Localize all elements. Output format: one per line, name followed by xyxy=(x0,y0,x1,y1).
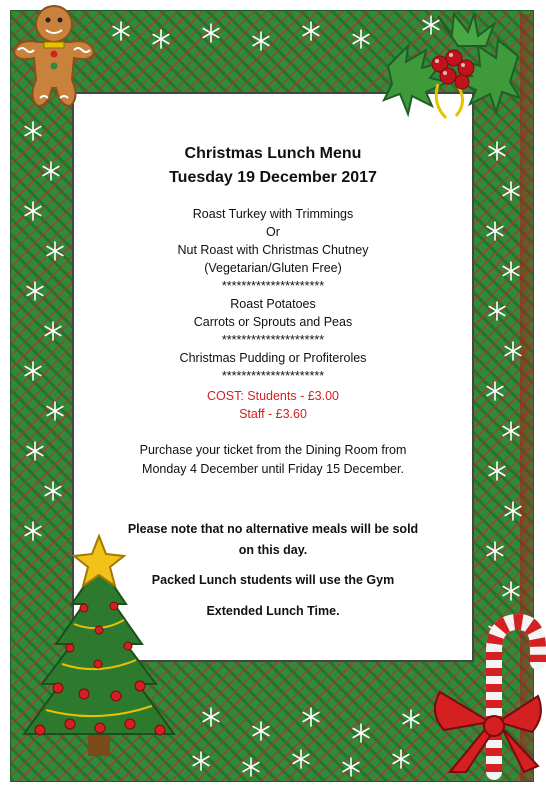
snowflake-icon xyxy=(484,540,506,562)
main-courses xyxy=(72,205,474,295)
snowflake-icon xyxy=(240,756,262,778)
snowflake-icon xyxy=(500,260,522,282)
menu-date: Tuesday 19 December 2017 xyxy=(169,169,377,186)
snowflake-icon xyxy=(24,440,46,462)
dessert: Christmas Pudding or Profiteroles xyxy=(179,351,367,365)
note-line-4: Extended Lunch Time. xyxy=(206,604,340,618)
snowflake-icon xyxy=(200,22,222,44)
snowflake-icon xyxy=(40,160,62,182)
snowflake-icon xyxy=(340,756,362,778)
side-2: Carrots or Sprouts and Peas xyxy=(193,315,353,329)
cost-section xyxy=(72,387,474,423)
snowflake-icon xyxy=(290,748,312,770)
snowflake-icon xyxy=(110,20,132,42)
purchase-line-1: Purchase your ticket from the Dining Room from xyxy=(139,443,407,457)
extended-lunch-note xyxy=(72,602,474,620)
purchase-info xyxy=(72,441,474,479)
snowflake-icon xyxy=(502,500,524,522)
snowflake-icon xyxy=(390,748,412,770)
main-course-2-note: (Vegetarian/Gluten Free) xyxy=(204,261,342,275)
snowflake-icon xyxy=(500,580,522,602)
cost-students: COST: Students - £3.00 xyxy=(206,389,339,403)
snowflake-icon xyxy=(484,220,506,242)
snowflake-icon xyxy=(250,30,272,52)
snowflake-icon xyxy=(44,240,66,262)
snowflake-icon xyxy=(190,750,212,772)
menu-content xyxy=(72,92,474,662)
snowflake-icon xyxy=(486,140,508,162)
menu-title-line: Christmas Lunch Menu xyxy=(184,145,362,162)
snowflake-icon xyxy=(44,400,66,422)
sides xyxy=(72,295,474,349)
separator: ********************* xyxy=(221,369,325,383)
note-line-2: on this day. xyxy=(238,543,308,557)
separator: ********************* xyxy=(221,333,325,347)
menu-title xyxy=(72,142,474,190)
main-course-2: Nut Roast with Christmas Chutney xyxy=(177,243,369,257)
snowflake-icon xyxy=(200,706,222,728)
snowflake-icon xyxy=(486,460,508,482)
snowflake-icon xyxy=(24,280,46,302)
snowflake-icon xyxy=(22,200,44,222)
snowflake-icon xyxy=(22,120,44,142)
snowflake-icon xyxy=(300,20,322,42)
snowflake-icon xyxy=(150,28,172,50)
snowflake-icon xyxy=(500,420,522,442)
note-line-1: Please note that no alternative meals will be sold xyxy=(127,522,419,536)
snowflake-icon xyxy=(42,480,64,502)
snowflake-icon xyxy=(250,720,272,742)
snowflake-icon xyxy=(350,28,372,50)
separator: ********************* xyxy=(221,279,325,293)
purchase-line-2: Monday 4 December until Friday 15 December. xyxy=(142,462,404,476)
note-block xyxy=(72,519,474,561)
snowflake-icon xyxy=(484,380,506,402)
main-course-1: Roast Turkey with Trimmings xyxy=(192,207,354,221)
packed-lunch-note xyxy=(72,571,474,589)
snowflake-icon xyxy=(400,708,422,730)
snowflake-icon xyxy=(500,180,522,202)
snowflake-icon xyxy=(502,340,524,362)
snowflake-icon xyxy=(350,722,372,744)
or-text: Or xyxy=(266,225,280,239)
snowflake-icon xyxy=(42,320,64,342)
dessert-section xyxy=(72,349,474,385)
snowflake-icon xyxy=(22,360,44,382)
snowflake-icon xyxy=(486,300,508,322)
side-1: Roast Potatoes xyxy=(230,297,316,311)
snowflake-icon xyxy=(300,706,322,728)
note-line-3: Packed Lunch students will use the Gym xyxy=(151,573,395,587)
cost-staff: Staff - £3.60 xyxy=(239,407,307,421)
